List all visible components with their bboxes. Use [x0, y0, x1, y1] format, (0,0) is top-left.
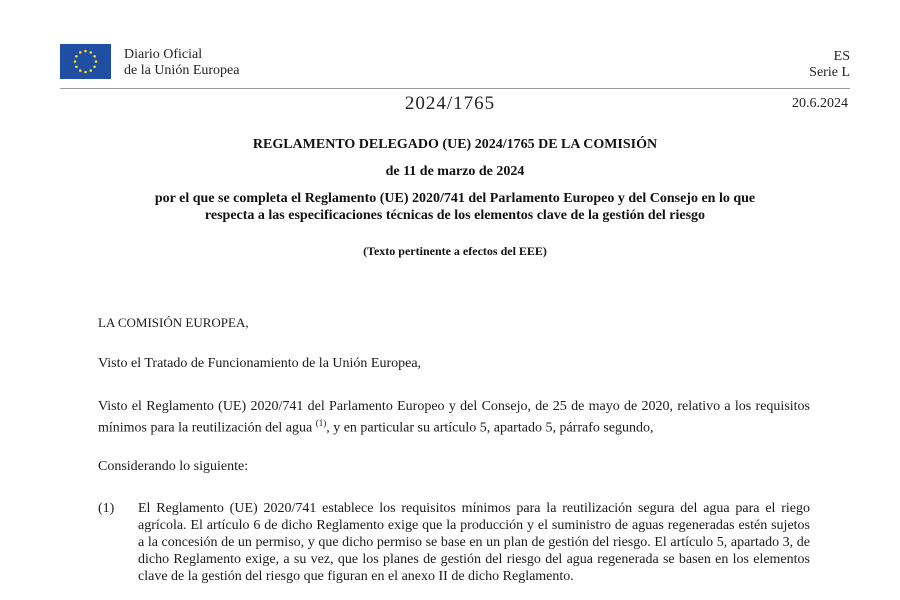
- considerando-heading: Considerando lo siguiente:: [98, 459, 249, 474]
- publication-date: 20.6.2024: [792, 96, 848, 111]
- journal-title: [124, 47, 239, 79]
- regulation-subject: [60, 190, 850, 224]
- visto-regulation-text-end: , y en particular su artículo 5, apartado 5, párrafo segundo,: [326, 420, 654, 436]
- document-number: 2024/1765: [404, 93, 496, 114]
- visto-regulation: [98, 398, 810, 437]
- regulation-subject-line1: por el que se completa el Reglamento (UE) 2020/741 del Parlamento Europeo y del Consejo en lo que: [154, 191, 756, 206]
- visto-treaty: Visto el Tratado de Funcionamiento de la Unión Europea,: [98, 356, 422, 371]
- journal-title-line1: Diario Oficial: [124, 47, 203, 62]
- eu-flag-icon: [60, 44, 111, 79]
- flag-star: [75, 55, 78, 58]
- flag-star: [93, 65, 96, 68]
- journal-header: [60, 44, 850, 89]
- language-code: ES: [833, 49, 850, 64]
- eee-note: (Texto pertinente a efectos del EEE): [363, 244, 547, 258]
- flag-star: [89, 69, 92, 72]
- recital-number: (1): [98, 501, 115, 516]
- series-label: Serie L: [809, 65, 850, 80]
- regulation-date: de 11 de marzo de 2024: [385, 164, 525, 179]
- eu-flag-graphic: [60, 44, 111, 79]
- flag-star: [84, 50, 87, 53]
- flag-star: [75, 65, 78, 68]
- regulation-subject-line2: respecta a las especificaciones técnicas de los elementos clave de la gestión del riesgo: [204, 208, 706, 223]
- visto-regulation-text: Visto el Reglamento (UE) 2020/741 del Parlamento Europeo y del Consejo, de 25 de mayo de 2020, relativo a los requisitos mínimos para la reutilización del agua: [98, 399, 810, 436]
- footnote-reference[interactable]: (1): [315, 418, 327, 428]
- flag-star: [95, 60, 98, 63]
- flag-star: [93, 55, 96, 58]
- regulation-title: REGLAMENTO DELEGADO (UE) 2024/1765 DE LA COMISIÓN: [252, 137, 658, 152]
- language-series: [809, 49, 850, 81]
- journal-title-line2: de la Unión Europea: [124, 63, 240, 78]
- commission-heading: LA COMISIÓN EUROPEA,: [98, 315, 249, 330]
- flag-star: [84, 71, 87, 74]
- recital-text: El Reglamento (UE) 2020/741 establece los requisitos mínimos para la reutilización segura del agua para el riego agrícola. El artículo 6 de dicho Reglamento exige que la producción y el suministro de aguas regeneradas estén sujetos a la concesión de un permiso, y que dicho permiso se base en un plan de gestión del riesgo. El artículo 5, apartado 3, de dicho Reglamento exige, a su vez, que los planes de gestión del riesgo del agua regenerada se basen en los elementos clave de la gestión del riesgo que figuran en el anexo II de dicho Reglamento.: [138, 501, 810, 584]
- flag-star: [79, 69, 82, 72]
- flag-star: [79, 51, 82, 54]
- flag-star: [89, 51, 92, 54]
- flag-star: [74, 60, 77, 63]
